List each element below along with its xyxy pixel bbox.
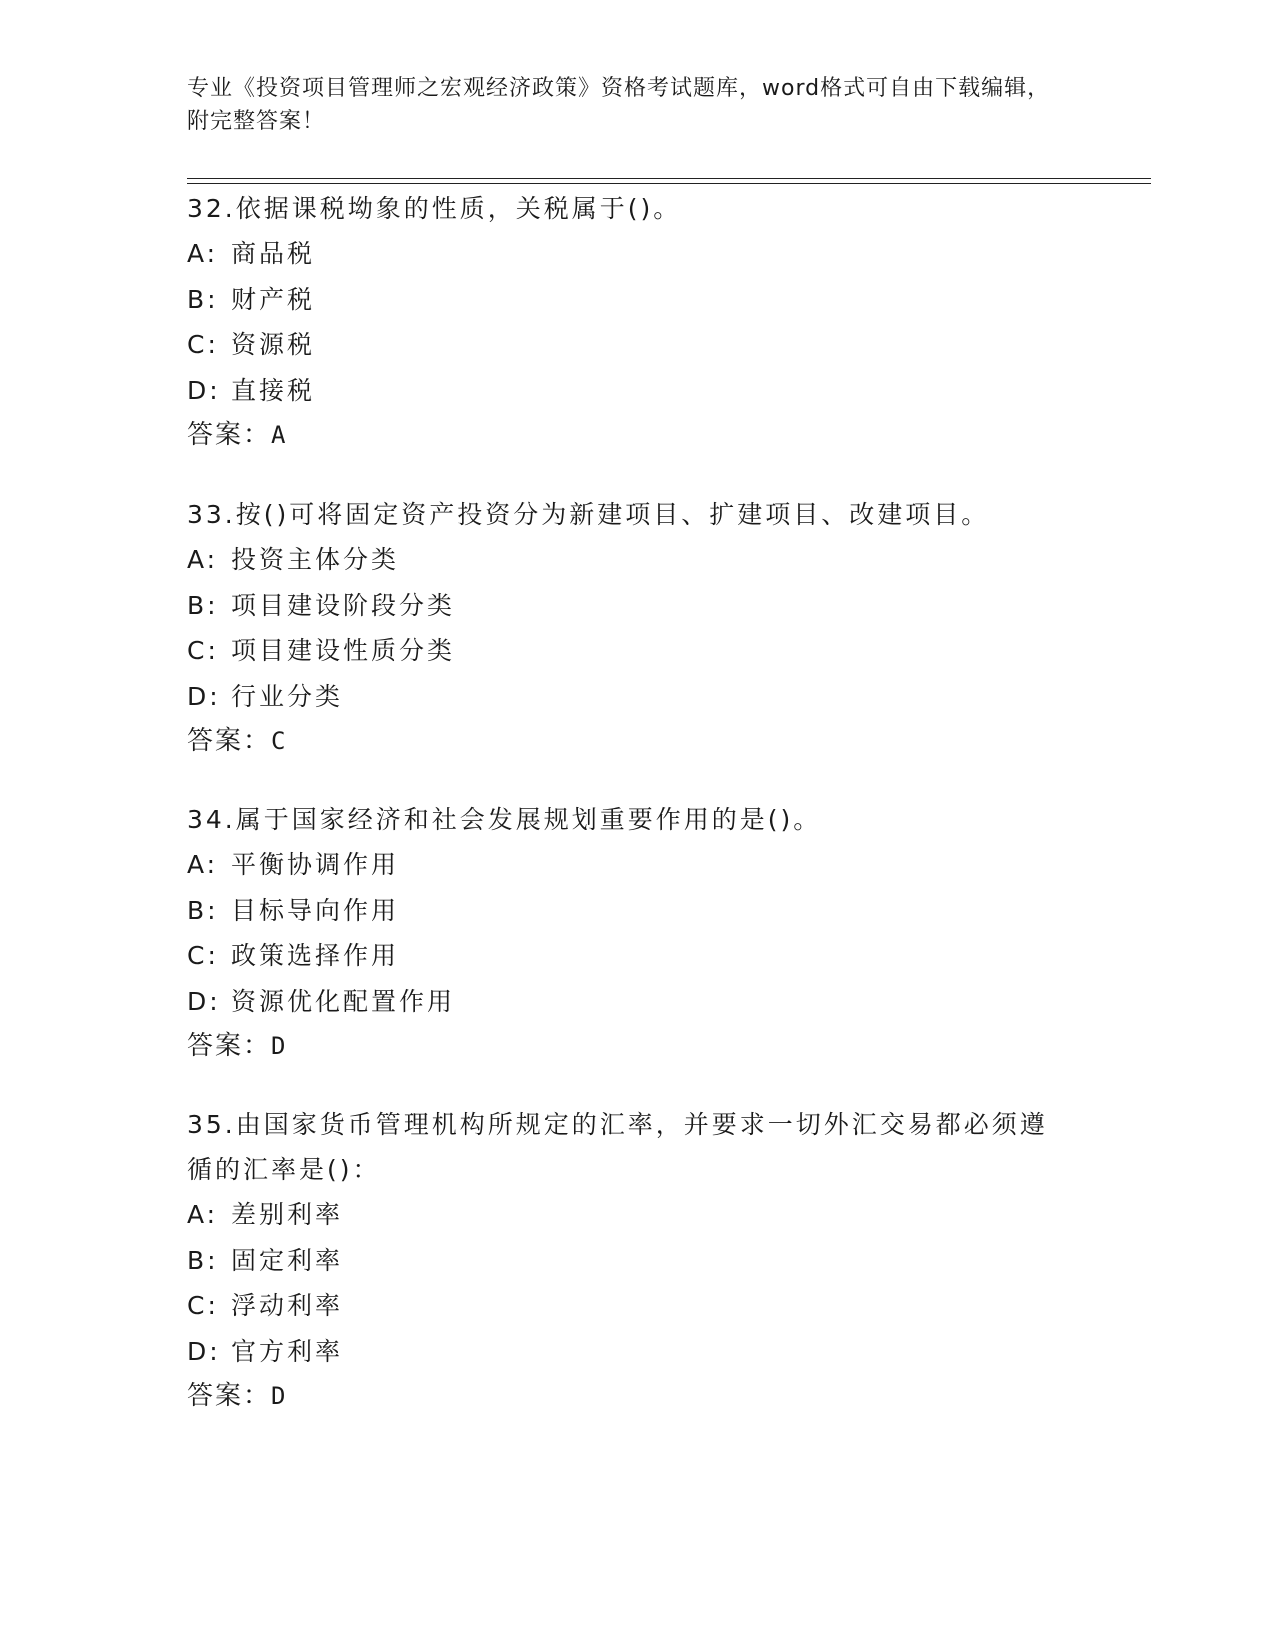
option-d: [187, 368, 1087, 414]
option-d: [187, 674, 1087, 720]
option-key: B:: [187, 1245, 219, 1275]
answer-line: [187, 1374, 1067, 1419]
option-text: 固定利率: [231, 1245, 344, 1275]
question-35: [187, 1102, 1067, 1419]
option-a: [187, 537, 1087, 583]
answer-value: D: [271, 1032, 288, 1060]
option-text: 投资主体分类: [231, 545, 400, 574]
question-stem: 32.依据课税坳象的性质，关税属于()。: [187, 194, 682, 223]
answer-line: [187, 413, 1087, 458]
option-text: 差别利率: [231, 1200, 344, 1229]
option-text: 项目建设阶段分类: [231, 590, 456, 620]
option-a: [187, 1192, 1067, 1238]
option-key: D:: [187, 1336, 221, 1366]
option-b: [187, 583, 1087, 629]
option-c: [187, 933, 1087, 979]
option-text: 财产税: [231, 284, 316, 314]
answer-label: 答案：: [187, 726, 272, 756]
option-a: [187, 842, 1087, 888]
answer-value: A: [271, 421, 288, 449]
option-key: D:: [187, 681, 221, 711]
option-key: A:: [187, 850, 219, 879]
option-c: [187, 322, 1087, 368]
option-text: 平衡协调作用: [231, 850, 400, 879]
question-34: [187, 797, 1087, 1069]
question-32: [187, 186, 1087, 458]
answer-value: D: [271, 1382, 288, 1410]
option-c: [187, 628, 1087, 674]
option-d: [187, 979, 1087, 1025]
option-key: D:: [187, 986, 221, 1016]
option-text: 政策选择作用: [231, 941, 400, 970]
question-stem: 33.按()可将固定资产投资分为新建项目、扩建项目、改建项目。: [187, 500, 990, 529]
option-key: A:: [187, 545, 219, 574]
option-key: D:: [187, 375, 221, 405]
option-list: [187, 842, 1087, 1024]
answer-label: 答案：: [187, 1381, 272, 1411]
document-header: 专业《投资项目管理师之宏观经济政策》资格考试题库，word格式可自由下载编辑，附完整答案！: [187, 76, 1051, 134]
answer-label: 答案：: [187, 420, 272, 450]
question-33: [187, 492, 1087, 764]
option-d: [187, 1329, 1067, 1375]
option-key: C:: [187, 941, 219, 970]
answer-line: [187, 1024, 1087, 1069]
option-key: C:: [187, 1291, 219, 1320]
option-key: B:: [187, 590, 219, 620]
answer-value: C: [271, 727, 288, 755]
option-text: 资源优化配置作用: [231, 986, 456, 1016]
option-key: C:: [187, 636, 219, 665]
option-b: [187, 888, 1087, 934]
option-b: [187, 277, 1087, 323]
option-b: [187, 1238, 1067, 1284]
option-c: [187, 1283, 1067, 1329]
option-text: 项目建设性质分类: [231, 636, 456, 665]
header-divider-top: [187, 178, 1151, 179]
option-a: [187, 231, 1087, 277]
question-stem: 34.属于国家经济和社会发展规划重要作用的是()。: [187, 805, 822, 834]
header-divider-bottom: [187, 183, 1151, 184]
option-key: B:: [187, 895, 219, 925]
option-text: 官方利率: [231, 1336, 344, 1366]
option-text: 商品税: [231, 239, 316, 268]
option-text: 直接税: [231, 375, 316, 405]
option-text: 资源税: [231, 330, 316, 359]
question-stem: 35.由国家货币管理机构所规定的汇率，并要求一切外汇交易都必须遵循的汇率是()：: [187, 1110, 1048, 1184]
option-key: C:: [187, 330, 219, 359]
answer-label: 答案：: [187, 1031, 272, 1061]
option-key: A:: [187, 1200, 219, 1229]
option-text: 目标导向作用: [231, 895, 400, 925]
option-list: [187, 1192, 1067, 1374]
option-key: A:: [187, 239, 219, 268]
option-list: [187, 231, 1087, 413]
option-list: [187, 537, 1087, 719]
answer-line: [187, 719, 1087, 764]
option-key: B:: [187, 284, 219, 314]
option-text: 浮动利率: [231, 1291, 344, 1320]
option-text: 行业分类: [231, 681, 344, 711]
